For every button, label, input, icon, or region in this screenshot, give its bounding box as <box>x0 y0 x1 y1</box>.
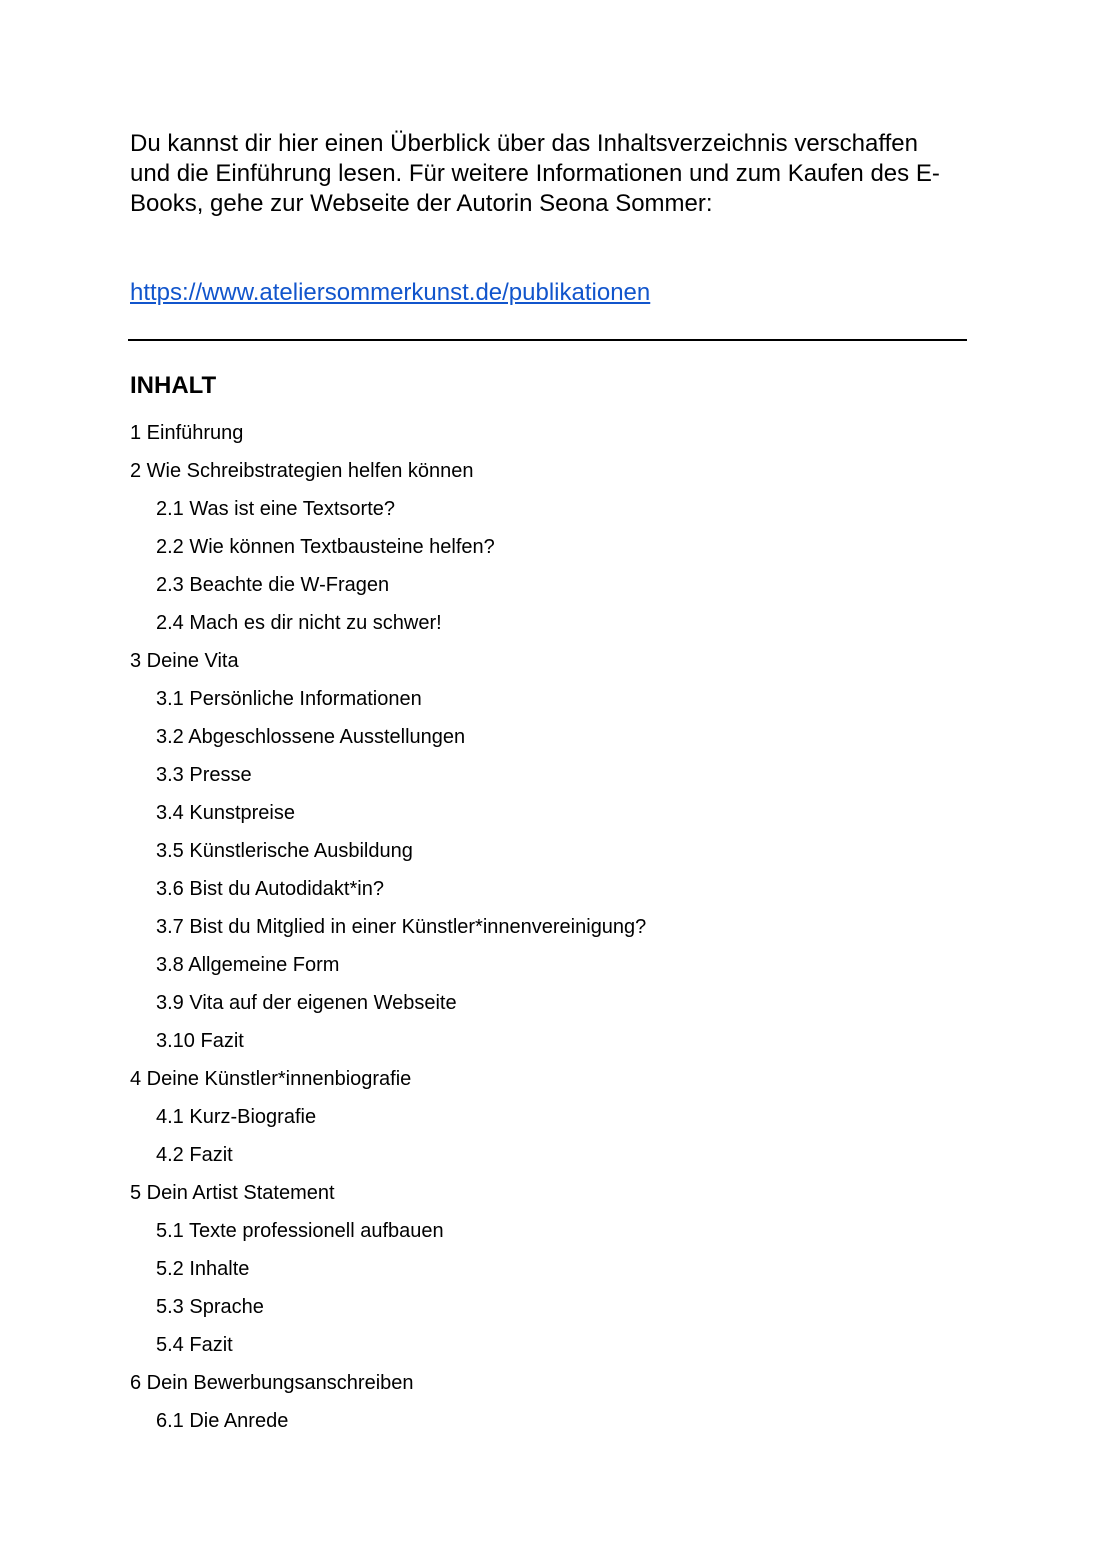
toc-entry[interactable]: 3.9 Vita auf der eigenen Webseite <box>156 992 457 1014</box>
toc-entry[interactable]: 3.1 Persönliche Informationen <box>156 688 422 710</box>
intro-paragraph: Du kannst dir hier einen Überblick über das Inhaltsverzeichnis verschaffen und die Einführung lesen. Für weitere Informationen und zum Kaufen des E-Books, gehe zur Webseite der Autorin Seona Sommer: <box>130 130 940 217</box>
toc-entry[interactable]: 5.2 Inhalte <box>156 1258 250 1280</box>
toc-entry[interactable]: 5 Dein Artist Statement <box>130 1182 335 1204</box>
table-of-contents <box>130 414 646 1440</box>
publications-link[interactable]: https://www.ateliersommerkunst.de/publikationen <box>130 279 651 306</box>
toc-entry[interactable]: 3.10 Fazit <box>156 1030 244 1052</box>
toc-entry[interactable]: 5.1 Texte professionell aufbauen <box>156 1220 444 1242</box>
toc-entry[interactable]: 3.8 Allgemeine Form <box>156 954 340 976</box>
toc-entry[interactable]: 4.1 Kurz-Biografie <box>156 1106 317 1128</box>
toc-entry[interactable]: 2.4 Mach es dir nicht zu schwer! <box>156 612 442 634</box>
toc-entry[interactable]: 3.2 Abgeschlossene Ausstellungen <box>156 726 466 748</box>
horizontal-divider <box>128 339 967 341</box>
toc-entry[interactable]: 2 Wie Schreibstrategien helfen können <box>130 460 474 482</box>
toc-entry[interactable]: 3 Deine Vita <box>130 650 239 672</box>
toc-entry[interactable]: 1 Einführung <box>130 422 244 444</box>
toc-entry[interactable]: 4.2 Fazit <box>156 1144 233 1166</box>
toc-entry[interactable]: 6 Dein Bewerbungsanschreiben <box>130 1372 414 1394</box>
toc-entry[interactable]: 3.6 Bist du Autodidakt*in? <box>156 878 384 900</box>
toc-entry[interactable]: 2.3 Beachte die W-Fragen <box>156 574 390 596</box>
toc-entry[interactable]: 3.5 Künstlerische Ausbildung <box>156 840 413 862</box>
toc-entry[interactable]: 3.7 Bist du Mitglied in einer Künstler*innenvereinigung? <box>156 916 647 938</box>
toc-entry[interactable]: 5.3 Sprache <box>156 1296 264 1318</box>
toc-entry[interactable]: 2.1 Was ist eine Textsorte? <box>156 498 396 520</box>
toc-entry[interactable]: 5.4 Fazit <box>156 1334 233 1356</box>
toc-entry[interactable]: 4 Deine Künstler*innenbiografie <box>130 1068 412 1090</box>
toc-entry[interactable]: 6.1 Die Anrede <box>156 1410 289 1432</box>
toc-entry[interactable]: 2.2 Wie können Textbausteine helfen? <box>156 536 495 558</box>
toc-entry[interactable]: 3.4 Kunstpreise <box>156 802 295 824</box>
toc-heading: INHALT <box>130 372 217 399</box>
toc-entry[interactable]: 3.3 Presse <box>156 764 252 786</box>
